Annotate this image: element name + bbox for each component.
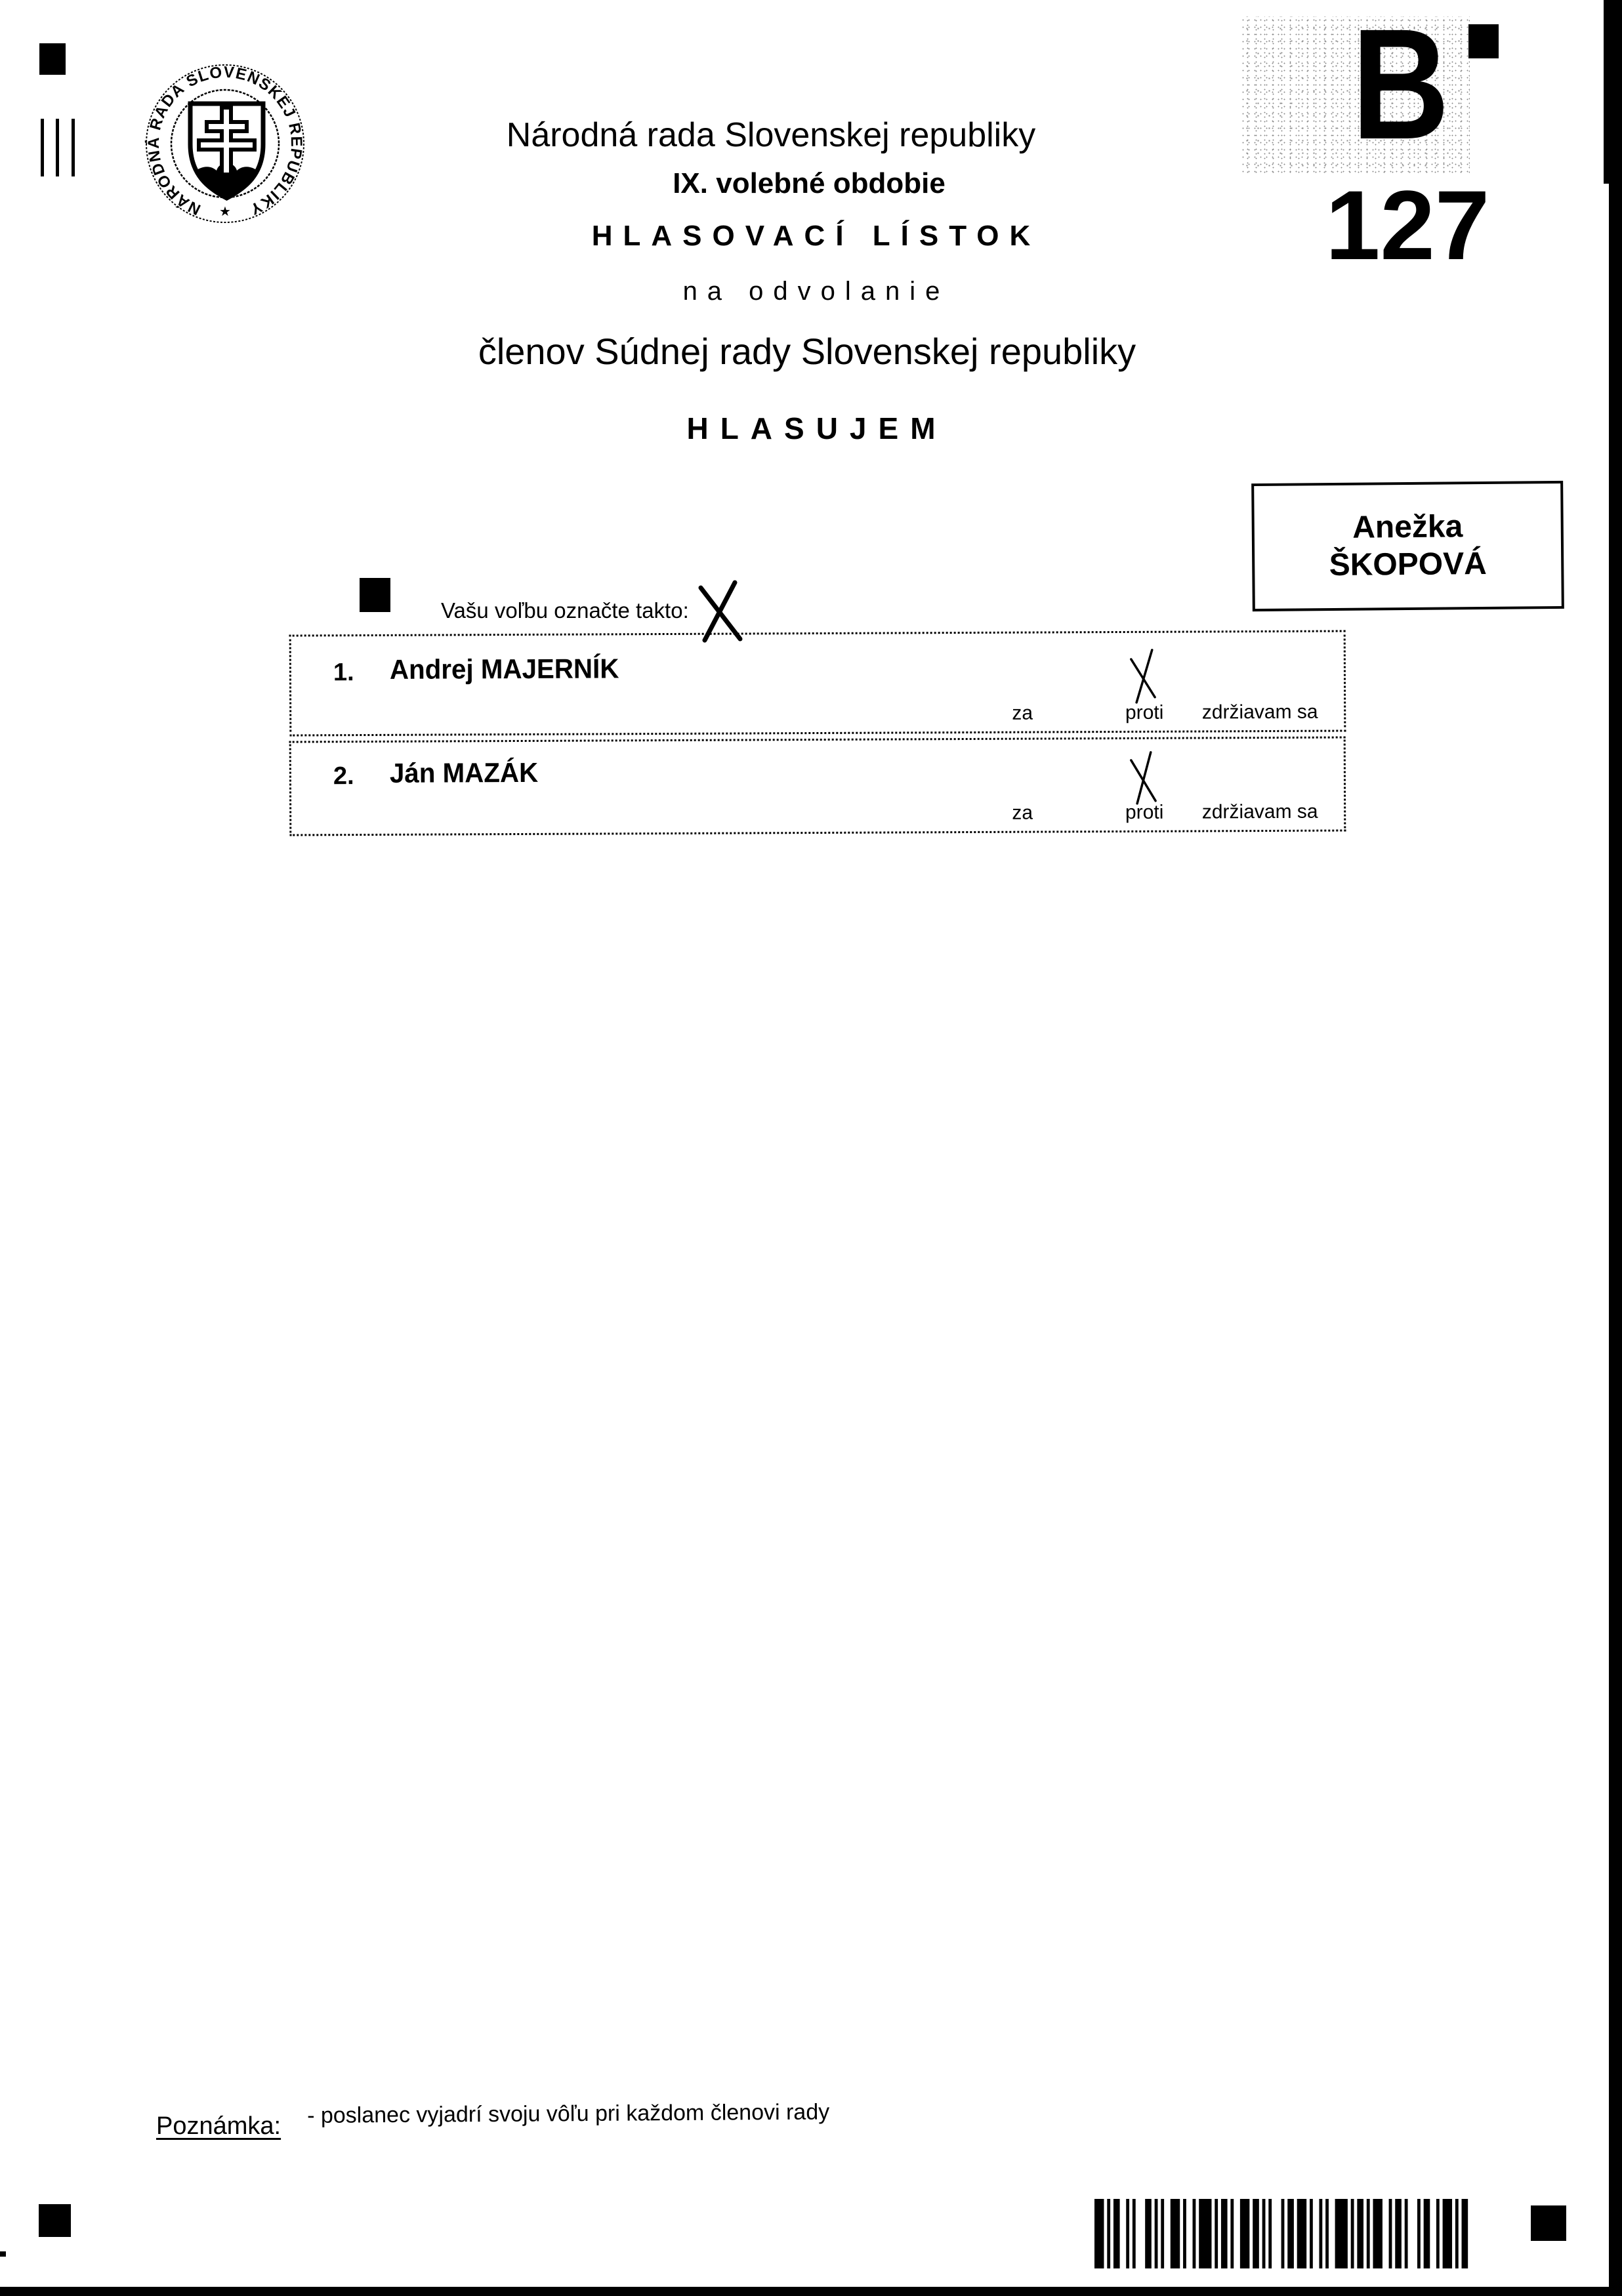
scan-edge-right-top bbox=[1604, 0, 1622, 184]
voter-last-name: ŠKOPOVÁ bbox=[1329, 546, 1487, 583]
barcode bbox=[1094, 2199, 1471, 2268]
electoral-term: IX. volebné obdobie bbox=[673, 167, 946, 199]
ballot-subtitle: na odvolanie bbox=[682, 277, 950, 306]
voter-name-box bbox=[1251, 481, 1564, 611]
instruction-square-mark bbox=[360, 578, 390, 612]
candidate-row bbox=[289, 736, 1346, 836]
series-letter: B bbox=[1352, 0, 1450, 172]
vote-heading: HLASUJEM bbox=[686, 411, 947, 445]
ballot-number: 127 bbox=[1325, 170, 1490, 280]
ballot-subject: členov Súdnej rady Slovenskej republiky bbox=[478, 331, 1136, 372]
option-proti: proti bbox=[1125, 801, 1164, 823]
note-label: Poznámka: bbox=[156, 2112, 281, 2140]
corner-mark-top-right bbox=[1468, 24, 1499, 58]
option-zdrziavam: zdržiavam sa bbox=[1201, 701, 1318, 724]
candidate-number: 2. bbox=[333, 762, 354, 790]
candidate-row bbox=[289, 630, 1346, 736]
note-text: - poslanec vyjadrí svoju vôľu pri každom členovi rady bbox=[307, 2099, 830, 2128]
option-za: za bbox=[1012, 802, 1033, 824]
seal-star-icon: ★ bbox=[219, 205, 231, 219]
candidate-name: Andrej MAJERNÍK bbox=[389, 653, 619, 685]
corner-mark-bottom-left bbox=[39, 2204, 71, 2237]
scan-speck-left bbox=[0, 2251, 6, 2257]
ballot-title: HLASOVACÍ LÍSTOK bbox=[591, 220, 1041, 252]
instruction-label: Vašu voľbu označte takto: bbox=[441, 598, 689, 623]
institution-name: Národná rada Slovenskej republiky bbox=[506, 116, 1036, 154]
seal-ring-text: NÁRODNÁ RADA SLOVENSKEJ REPUBLIKY bbox=[144, 63, 306, 218]
corner-mark-top-left bbox=[39, 43, 66, 75]
vote-x-mark-proti bbox=[1129, 751, 1157, 806]
option-zdrziavam: zdržiavam sa bbox=[1201, 800, 1318, 823]
scan-edge-bottom bbox=[0, 2287, 1622, 2296]
vote-x-mark-proti bbox=[1129, 649, 1157, 704]
voter-first-name: Anežka bbox=[1352, 509, 1463, 545]
candidate-number: 1. bbox=[333, 659, 354, 687]
option-proti: proti bbox=[1125, 701, 1164, 724]
corner-mark-barcode-right bbox=[1531, 2205, 1566, 2241]
candidate-name: Ján MAZÁK bbox=[389, 756, 539, 789]
option-za: za bbox=[1012, 702, 1033, 724]
